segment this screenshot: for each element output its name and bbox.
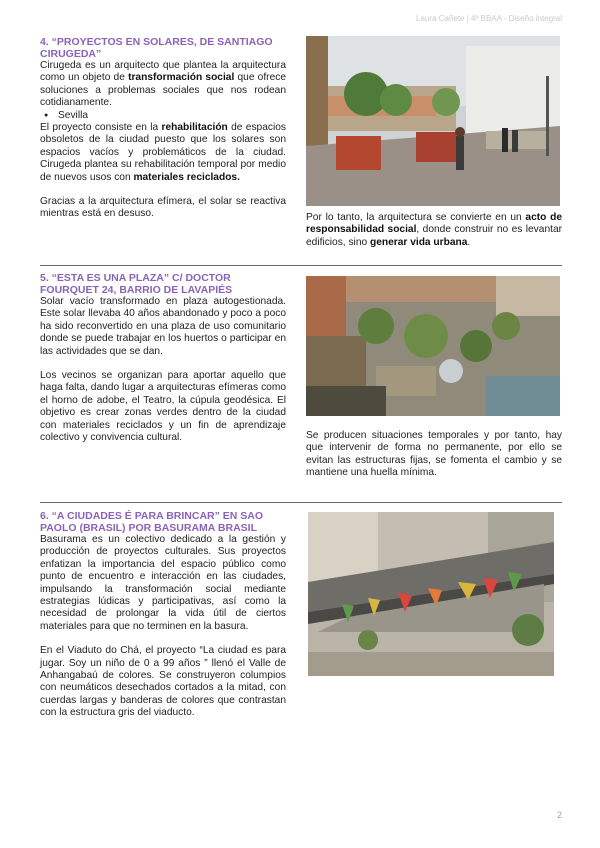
section-cirugeda [40, 36, 562, 258]
photo-plaza-lavapies [306, 276, 560, 416]
section-divider [40, 502, 562, 503]
paragraph: Por lo tanto, la arquitectura se convierte en un acto de responsabilidad social, donde construir no es levantar edificios, sino generar vida urbana. [306, 212, 562, 248]
section-title: 6. “A CIUDADES É PARA BRINCAR” EN SAO PAOLO (BRASIL) POR BASURAMA BRASIL [40, 510, 264, 534]
paragraph: En el Viaduto do Chá, el proyecto “La ciudad es para jugar. Soy un niño de 0 a 99 años ” llenó el Valle de Anhangabaú de colores. Se construyeron columpios con neumáticos desechados cortados a la mitad, con cuerdas largas y banderas de colores que contrastan con la estructura gris del viaducto. [40, 645, 286, 719]
section-title: 4. “PROYECTOS EN SOLARES, DE SANTIAGO CIRUGEDA” [40, 36, 273, 60]
section-esta-es-una-plaza [40, 272, 562, 492]
paragraph: Se producen situaciones temporales y por tanto, hay que intervenir de forma no permanente, por ello se evitan las estructuras fijas, se fomenta el cambio y se mantiene una huella mínima. [306, 430, 562, 479]
photo-viaduto-do-cha [308, 512, 554, 676]
paragraph: Los vecinos se organizan para aportar aquello que haga falta, dando lugar a arquitecturas efímeras como el horno de adobe, el Teatro, la cúpula geodésica. El objetivo es crear zonas verdes dentro de la ciudad con materiales reciclados y un fin de aprendizaje colectivo y convivencia cultural. [40, 370, 286, 444]
paragraph: El proyecto consiste en la rehabilitación de espacios obsoletos de la ciudad puesto que los solares son espacios vacíos y problemáticos de la ciudad. Cirugeda plantea su rehabilitación temporal por medio de nuevos usos con materiales reciclados. [40, 122, 287, 183]
page-number: 2 [556, 810, 562, 820]
section-title: 5. “ESTA ES UNA PLAZA” C/ DOCTOR FOURQUET 24, BARRIO DE LAVAPIÉS [40, 272, 233, 296]
paragraph: Basurama es un colectivo dedicado a la gestión y producción de proyectos culturales. Sus proyectos enfatizan la importancia del espacio público como punto de encuentro e interacción en las ciudades, impulsando la transformación social mediante estrategias lúdicas y participativas, así como la necesidad de prolongar la vida útil de ciertos materiales para que no terminen en la basura. [40, 534, 286, 632]
list-item: ● Sevilla [40, 110, 286, 122]
paragraph: Solar vacío transformado en plaza autogestionada. Este solar llevaba 40 años abandonado y poco a poco ha sido reconvertido en una plaza de uso comunitario donde se puede trabajar en los huertos o participar en las actividades que se dan. [40, 296, 286, 357]
page-header: Laura Cañete | 4º BBAA - Diseño integral [416, 14, 562, 23]
photo-solar-sevilla [306, 36, 560, 206]
paragraph: Cirugeda es un arquitecto que plantea la arquitectura como un objeto de transformación social que ofrece soluciones a problemas sociales que nos rodean cotidianamente. [40, 60, 286, 109]
paragraph: Gracias a la arquitectura efímera, el solar se reactiva mientras está en desuso. [40, 196, 286, 220]
section-divider [40, 265, 562, 266]
section-basurama [40, 510, 562, 750]
